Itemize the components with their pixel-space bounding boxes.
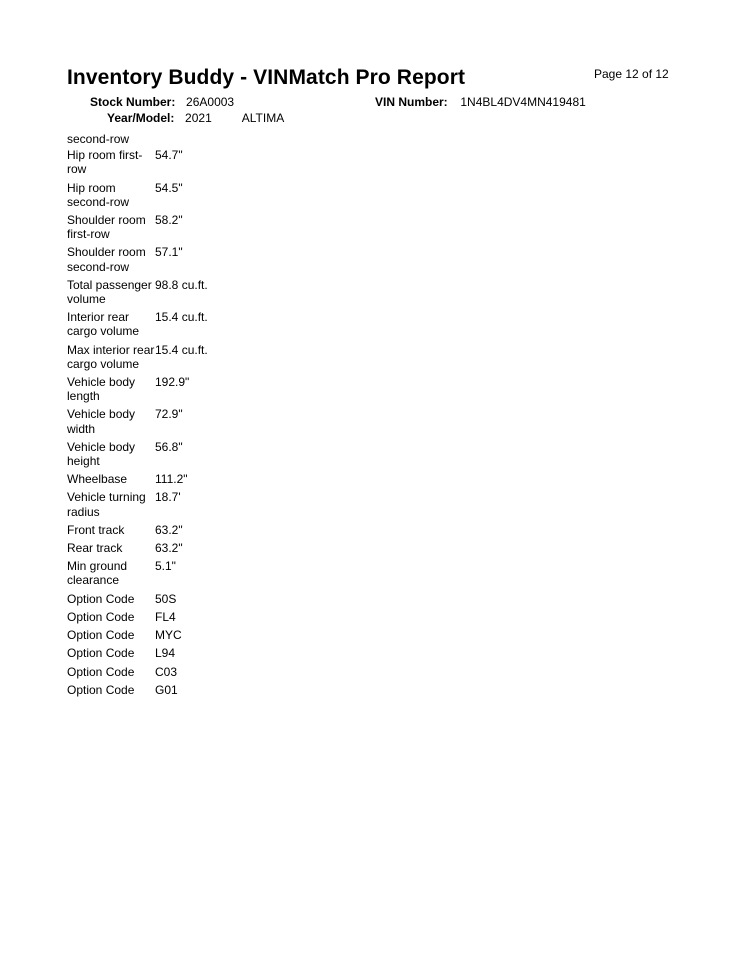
spec-name: Front track (67, 522, 125, 537)
spec-name: Interior rear cargo volume (67, 310, 140, 339)
spec-row (67, 665, 367, 679)
stock-number-value: 26A0003 (186, 95, 235, 109)
spec-row (67, 490, 367, 518)
spec-value: MYC (155, 628, 182, 643)
spec-name: Vehicle body length (67, 375, 136, 404)
report-title: Inventory Buddy - VINMatch Pro Report (67, 66, 466, 89)
vin-number-label: VIN Number: (375, 95, 448, 109)
spec-row (67, 610, 367, 624)
spec-name: Hip room second-row (67, 180, 130, 209)
spec-value: 15.4 cu.ft. (155, 342, 208, 357)
spec-value: 72.9" (155, 407, 183, 422)
spec-name: Max interior rear cargo volume (67, 342, 155, 371)
spec-name: Shoulder room second-row (67, 245, 146, 274)
spec-value: 192.9" (155, 375, 190, 390)
spec-name: Hip room first-row (67, 148, 143, 177)
spec-value: 56.8" (155, 439, 183, 454)
spec-name: Rear track (67, 541, 123, 556)
year-value: 2021 (185, 111, 212, 125)
spec-row (67, 472, 367, 486)
spec-row (67, 343, 367, 371)
spec-value: 54.7" (155, 148, 183, 163)
spec-name: Total passenger volume (67, 277, 152, 307)
spec-value: 50S (155, 591, 177, 606)
spec-name: Option Code (67, 628, 135, 643)
spec-value: 57.1" (155, 245, 183, 260)
spec-name: Wheelbase (67, 472, 128, 487)
spec-row (67, 683, 367, 697)
spec-name: second-row (67, 132, 130, 146)
spec-value: 63.2" (155, 522, 183, 537)
spec-row (67, 148, 367, 176)
spec-name: Option Code (67, 682, 135, 697)
spec-value: C03 (155, 664, 178, 679)
spec-value: 63.2" (155, 541, 183, 556)
spec-row (67, 559, 367, 587)
spec-name: Min ground clearance (67, 559, 128, 588)
spec-row (67, 407, 367, 435)
spec-row (67, 523, 367, 537)
vin-number-row (375, 95, 586, 109)
spec-name: Option Code (67, 664, 135, 679)
spec-name: Vehicle body height (67, 439, 136, 469)
stock-number-row (90, 95, 234, 109)
spec-row (67, 310, 367, 338)
spec-name: Shoulder room first-row (67, 213, 146, 242)
page-number: Page 12 of 12 (594, 67, 669, 81)
spec-value: FL4 (155, 609, 176, 624)
spec-name: Option Code (67, 591, 135, 606)
spec-row (67, 628, 367, 642)
spec-value: 58.2" (155, 213, 183, 228)
spec-row (67, 213, 367, 241)
spec-row (67, 278, 367, 306)
spec-name: Option Code (67, 609, 135, 624)
spec-value: 111.2" (155, 472, 188, 487)
spec-value: 98.8 cu.ft. (155, 277, 208, 292)
spec-name: Option Code (67, 646, 135, 661)
year-model-label: Year/Model: (107, 111, 175, 125)
spec-row (67, 181, 367, 209)
spec-value: 18.7' (155, 490, 181, 505)
spec-row (67, 440, 367, 468)
spec-value: 15.4 cu.ft. (155, 310, 208, 325)
spec-row (67, 592, 367, 606)
year-model-row (107, 111, 284, 125)
spec-list (67, 132, 367, 701)
spec-value: 5.1" (155, 559, 176, 574)
stock-number-label: Stock Number: (90, 95, 176, 109)
spec-value: 54.5" (155, 180, 183, 195)
vin-number-value: 1N4BL4DV4MN419481 (460, 95, 586, 109)
spec-name: Vehicle body width (67, 407, 136, 436)
spec-row (67, 375, 367, 403)
spec-value: L94 (155, 646, 176, 661)
spec-row (67, 245, 367, 273)
spec-value: G01 (155, 682, 178, 697)
spec-name: Vehicle turning radius (67, 490, 146, 519)
spec-row (67, 132, 367, 146)
spec-row (67, 646, 367, 660)
spec-row (67, 541, 367, 555)
model-value: ALTIMA (241, 111, 285, 125)
